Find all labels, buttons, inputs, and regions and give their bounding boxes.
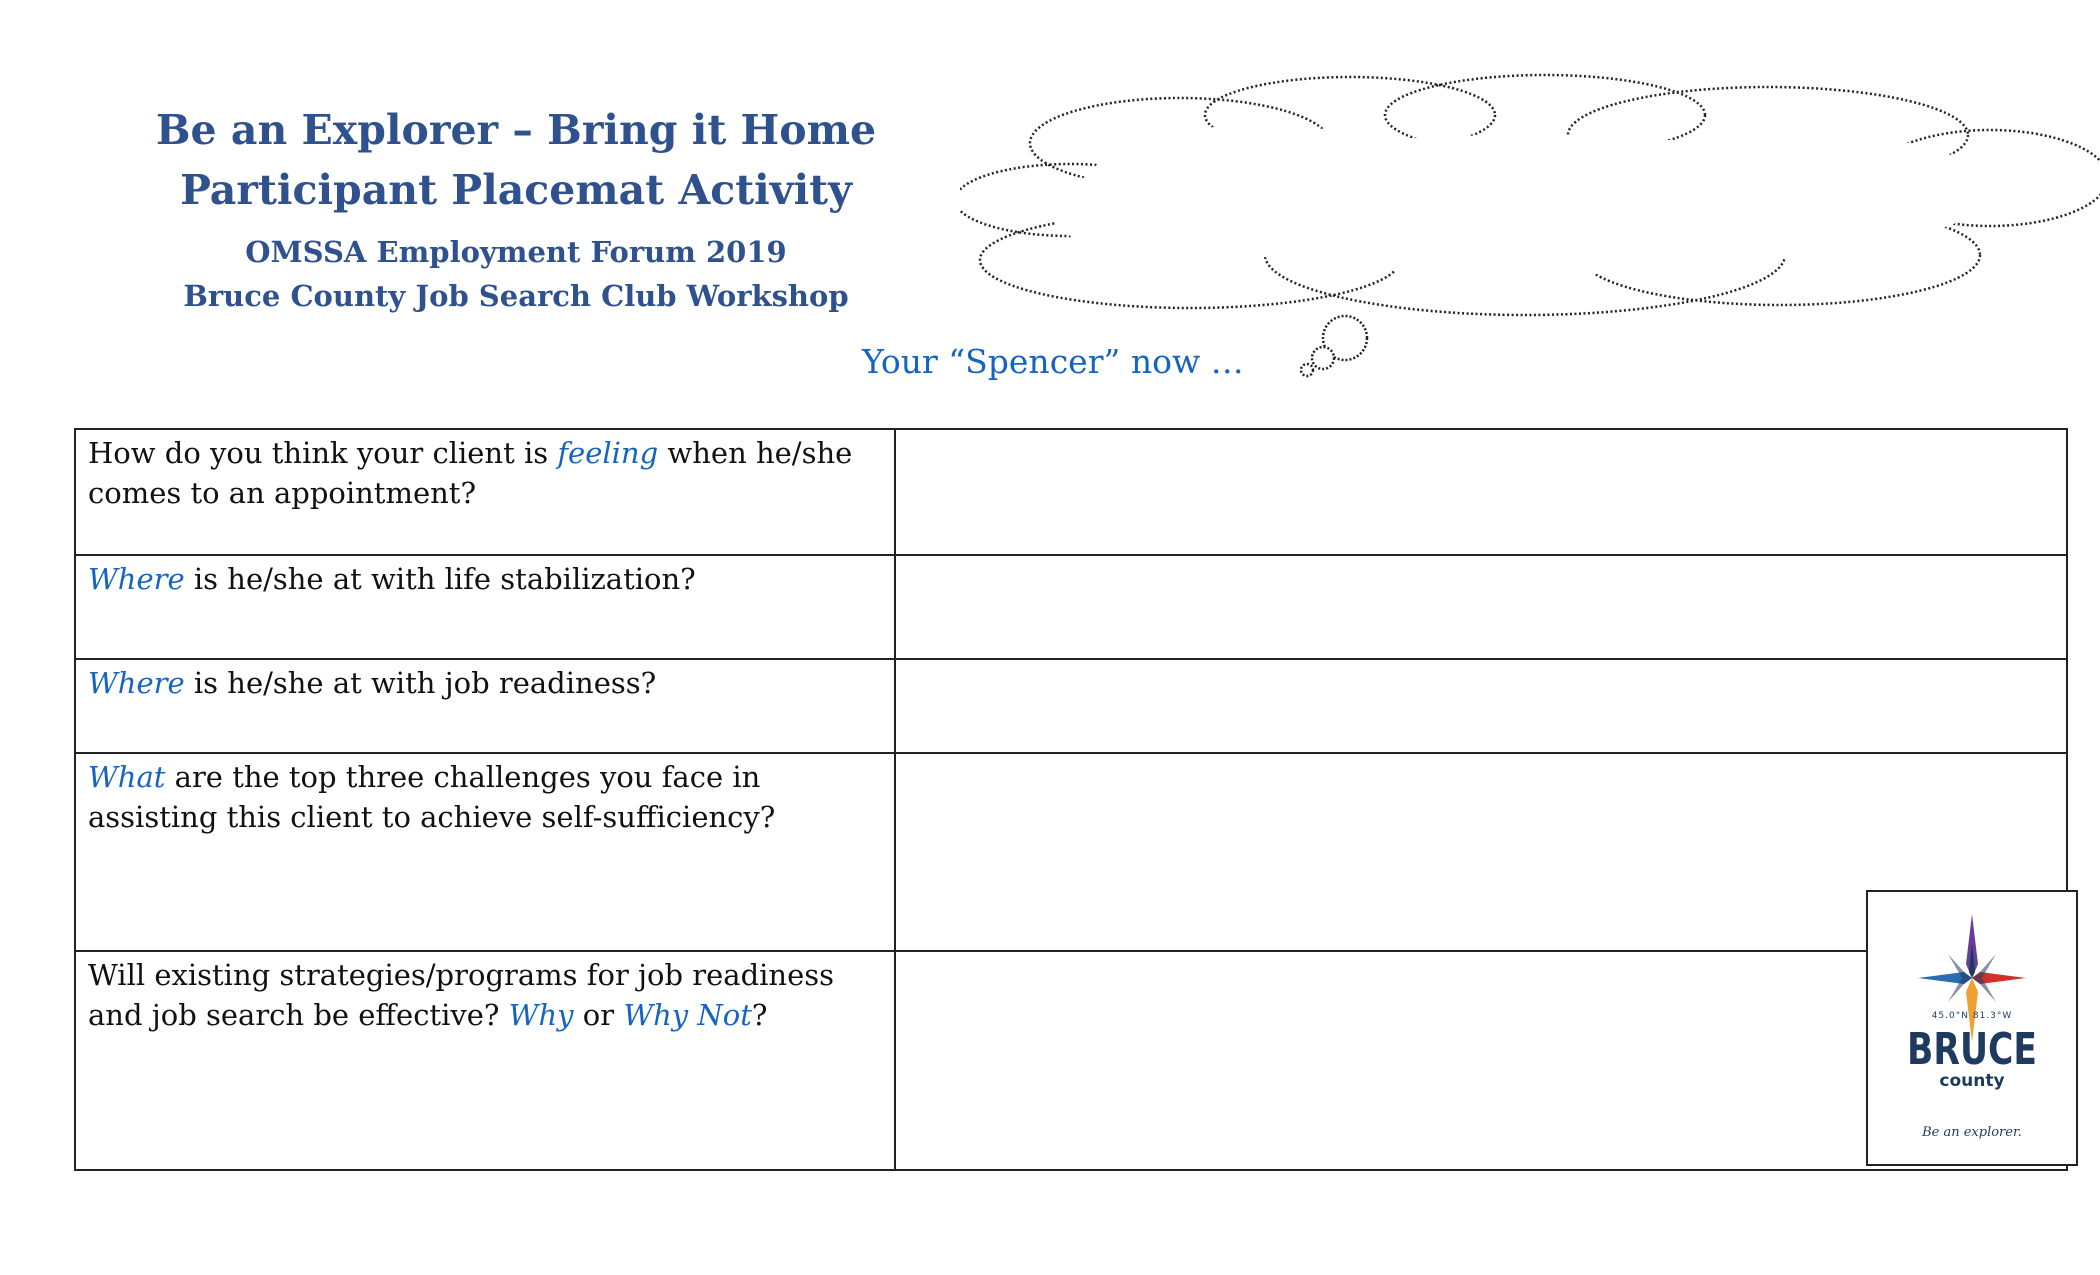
answer-cell[interactable]	[896, 430, 2066, 554]
question-cell	[76, 430, 896, 554]
compass-star-icon	[1918, 914, 2026, 1042]
question-emphasis: Where	[88, 666, 185, 700]
logo-coords: 45.0°N 81.3°W	[1931, 1011, 2013, 1021]
table-row	[76, 430, 2066, 554]
placemat-table	[74, 428, 2068, 1171]
question-cell	[76, 952, 896, 1169]
logo-subname: county	[1939, 1071, 2005, 1091]
workshop-name: Bruce County Job Search Club Workshop	[183, 279, 849, 313]
thought-caption: Your “Spencer” now …	[862, 342, 1244, 381]
question-cell	[76, 754, 896, 950]
question-cell	[76, 556, 896, 658]
question-text: is he/she at with job readiness?	[184, 666, 657, 700]
question-emphasis: Why Not	[623, 998, 752, 1032]
header	[116, 100, 916, 318]
question-text: ?	[751, 998, 768, 1032]
question-emphasis: Why	[508, 998, 574, 1032]
question-text: when he/she comes to an appointment?	[88, 436, 853, 510]
table-row	[76, 658, 2066, 752]
question-text: are the top three challenges you face in assisting this client to achieve self-sufficiency?	[88, 760, 776, 834]
table-row	[76, 950, 2066, 1169]
event-name: OMSSA Employment Forum 2019	[245, 235, 787, 269]
question-text: is he/she at with life stabilization?	[184, 562, 696, 596]
question-text: How do you think your client is	[88, 436, 558, 470]
page-title-secondary: Participant Placemat Activity	[180, 166, 852, 214]
question-text: or	[573, 998, 624, 1032]
table-row	[76, 752, 2066, 950]
table-row	[76, 554, 2066, 658]
page-title: Be an Explorer – Bring it Home	[155, 106, 877, 154]
question-emphasis: feeling	[557, 436, 659, 470]
answer-cell[interactable]	[896, 556, 2066, 658]
logo-tagline: Be an explorer.	[1922, 1125, 2022, 1140]
logo-name: BRUCE	[1907, 1024, 2037, 1075]
question-emphasis: Where	[88, 562, 185, 596]
question-emphasis: What	[88, 760, 166, 794]
question-cell	[76, 660, 896, 752]
answer-cell[interactable]	[896, 660, 2066, 752]
question-text: Will existing strategies/programs for job readiness and job search be effective?	[88, 958, 835, 1032]
bruce-county-logo	[1866, 890, 2078, 1166]
